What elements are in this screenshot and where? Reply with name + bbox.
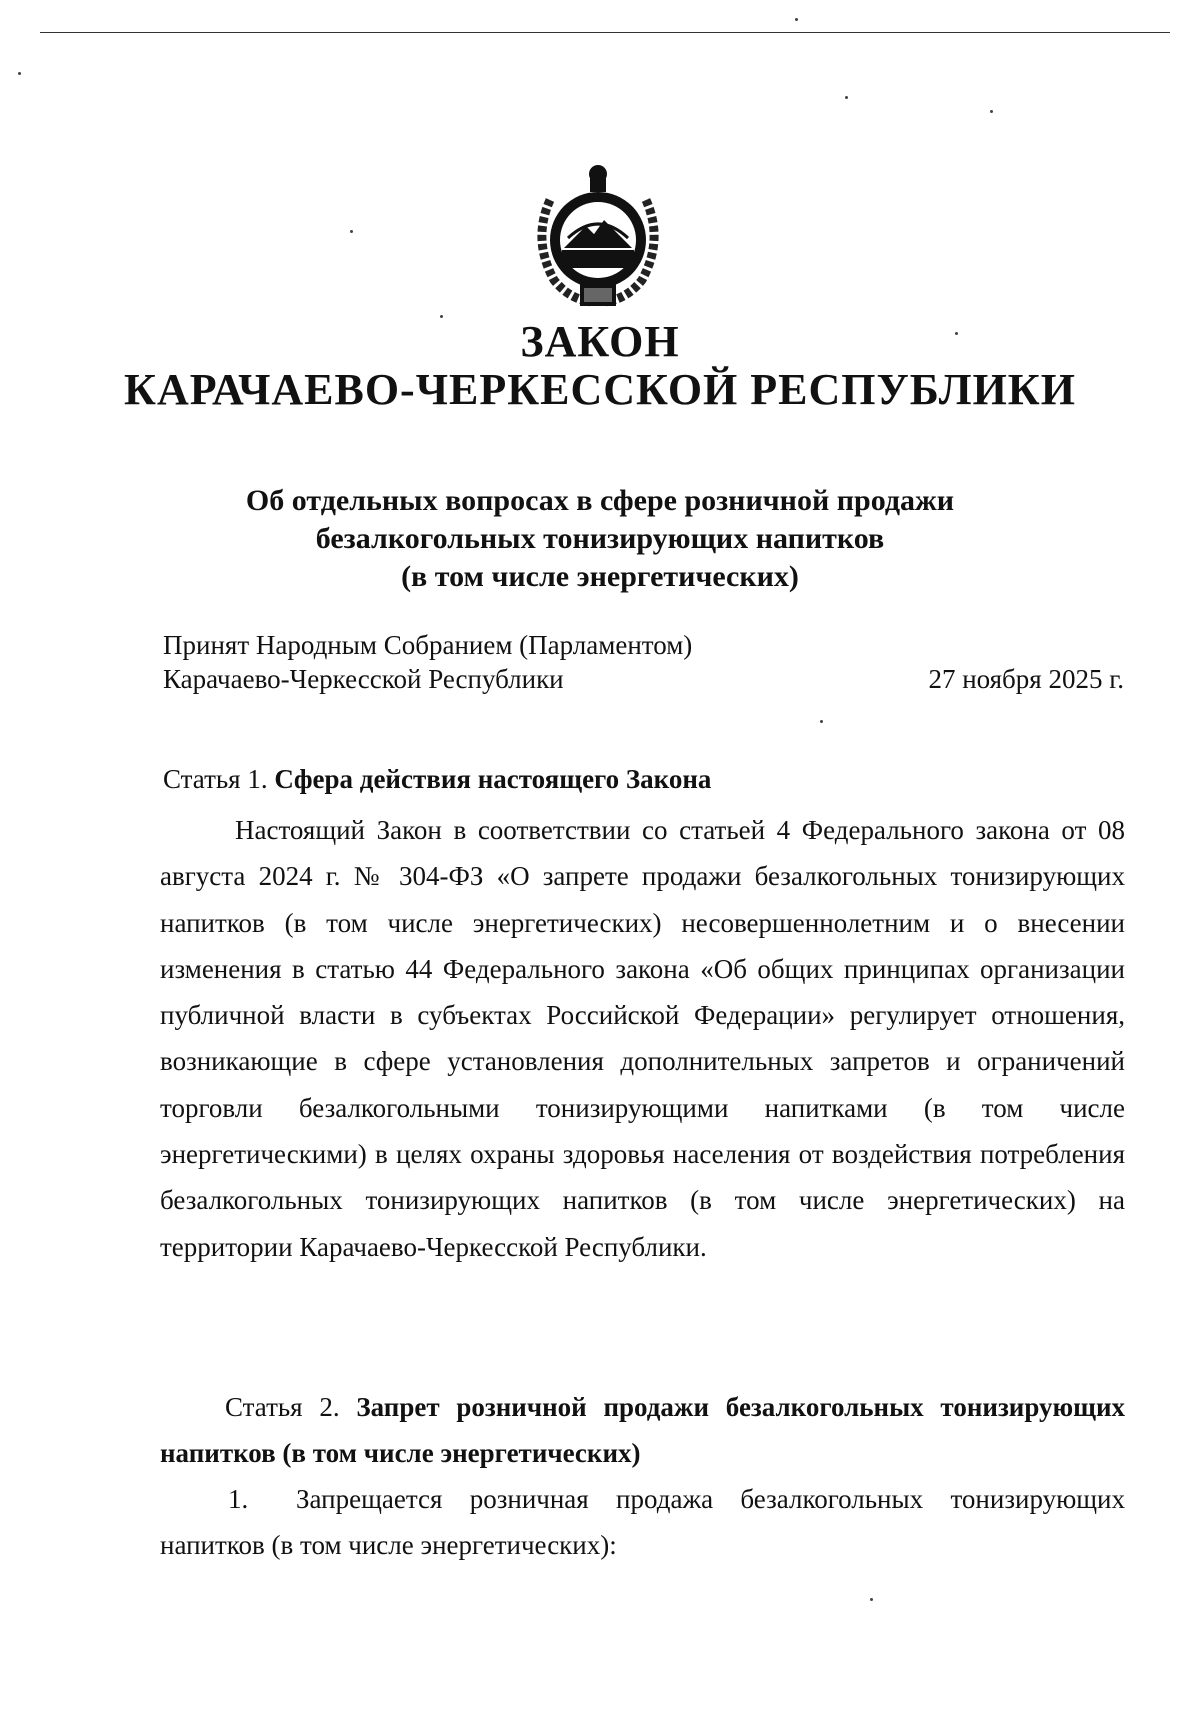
- article-name: Сфера действия настоящего Закона: [274, 764, 712, 794]
- scan-speck: [350, 230, 353, 233]
- law-title: ЗАКОН: [520, 317, 680, 366]
- item-text: Запрещается розничная продажа безалкогольных тонизирующих напитков (в том числе энергетических):: [160, 1484, 1125, 1560]
- law-region-title: КАРАЧАЕВО-ЧЕРКЕССКОЙ РЕСПУБЛИКИ: [124, 365, 1076, 414]
- scan-speck: [845, 96, 848, 99]
- scan-speck: [820, 720, 823, 723]
- law-subject-line: Об отдельных вопросах в сфере розничной продажи: [245, 484, 955, 517]
- law-subject-line: безалкогольных тонизирующих напитков: [315, 522, 885, 555]
- scan-speck: [18, 72, 21, 75]
- article-2-heading: [160, 1384, 1125, 1476]
- adoption-line: Принят Народным Собранием (Парламентом): [163, 630, 693, 660]
- article-number: Статья 1.: [163, 764, 268, 794]
- coat-of-arms-icon: [528, 160, 668, 315]
- law-subject-line: (в том числе энергетических): [401, 560, 799, 593]
- scan-artifact-line: [40, 32, 1170, 33]
- article-name: Запрет розничной продажи безалкогольных тонизирующих напитков (в том числе энергетических): [160, 1392, 1125, 1468]
- article-2-item-1: [160, 1476, 1125, 1568]
- adoption-statement: [163, 628, 692, 696]
- article-1-text: Настоящий Закон в соответствии со статьей 4 Федерального закона от 08 августа 2024 г. № 304-ФЗ «О запрете продажи безалкогольных тонизирующих напитков (в том числе энергетических) несовершеннолетним и о внесении изменения в статью 44 Федерального закона «Об общих принципах организации публичной власти в субъектах Российской Федерации» регулирует отношения, возникающие в сфере установления дополнительных запретов и ограничений торговли безалкогольными тонизирующими напитками (в том числе энергетическими) в целях охраны здоровья населения от воздействия потребления безалкогольных тонизирующих напитков (в том числе энергетических) на территории Карачаево-Черкесской Республики.: [160, 815, 1125, 1262]
- adoption-date: 27 ноября 2025 г.: [928, 664, 1124, 694]
- item-number: 1.: [228, 1484, 249, 1514]
- article-number: Статья 2.: [225, 1392, 340, 1422]
- scan-speck: [870, 1598, 873, 1601]
- scan-speck: [795, 18, 798, 21]
- scan-speck: [990, 110, 993, 113]
- law-subject: [0, 482, 1200, 596]
- adoption-line: Карачаево-Черкесской Республики: [163, 664, 564, 694]
- article-1-heading: [163, 762, 711, 796]
